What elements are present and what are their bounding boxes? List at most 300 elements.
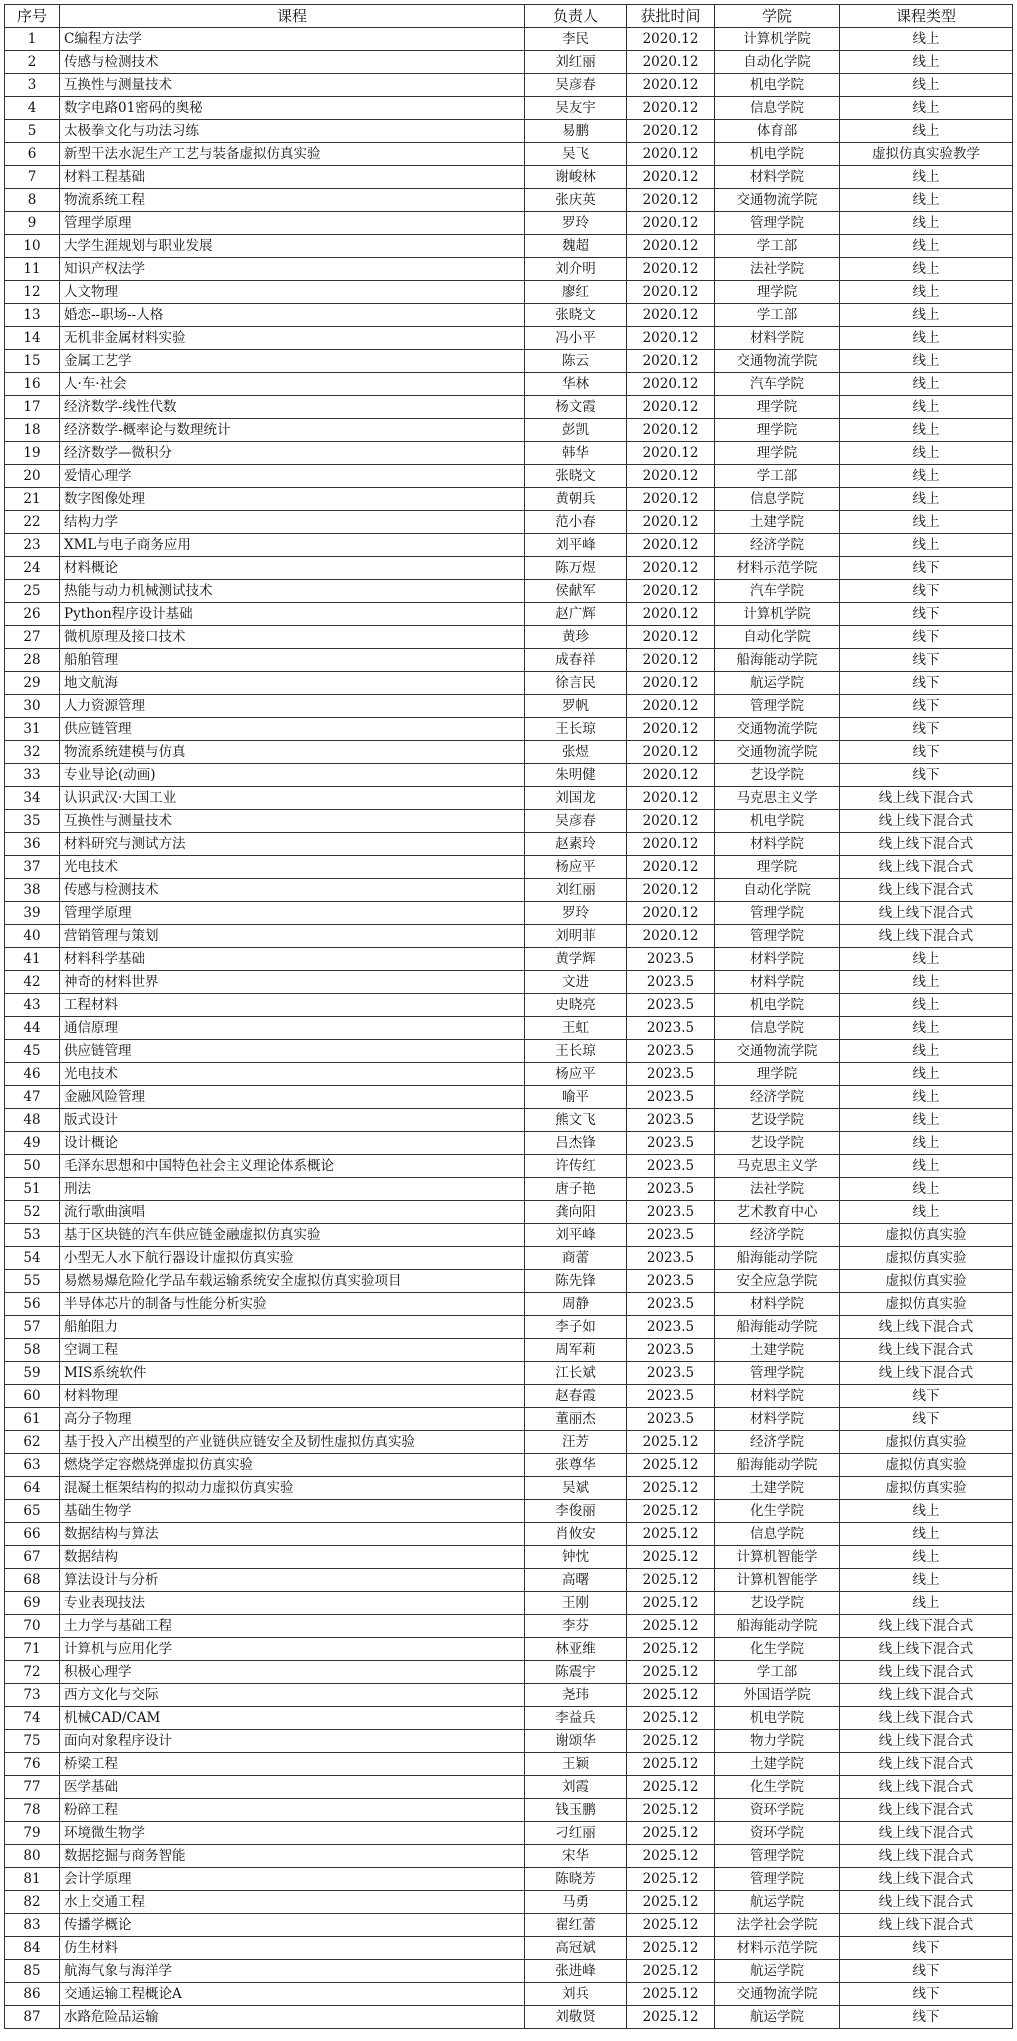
cell-owner: 张尊华 <box>525 1454 627 1477</box>
cell-course: 无机非金属材料实验 <box>60 327 525 350</box>
cell-approval-date: 2023.5 <box>627 1086 715 1109</box>
cell-index: 1 <box>5 28 60 51</box>
cell-college: 材料学院 <box>715 833 840 856</box>
cell-course: 热能与动力机械测试技术 <box>60 580 525 603</box>
cell-college: 化生学院 <box>715 1500 840 1523</box>
table-row <box>5 741 1013 764</box>
table-row <box>5 1063 1013 1086</box>
cell-index: 58 <box>5 1339 60 1362</box>
cell-approval-date: 2020.12 <box>627 557 715 580</box>
cell-course-type: 线上 <box>840 1523 1013 1546</box>
table-row <box>5 925 1013 948</box>
table-row <box>5 1523 1013 1546</box>
cell-approval-date: 2020.12 <box>627 764 715 787</box>
cell-index: 39 <box>5 902 60 925</box>
table-row <box>5 350 1013 373</box>
cell-index: 51 <box>5 1178 60 1201</box>
table-row <box>5 1960 1013 1983</box>
cell-approval-date: 2023.5 <box>627 1339 715 1362</box>
table-row <box>5 166 1013 189</box>
cell-college: 航运学院 <box>715 1891 840 1914</box>
cell-course-type: 线下 <box>840 672 1013 695</box>
cell-course-type: 线上 <box>840 465 1013 488</box>
table-row <box>5 1086 1013 1109</box>
cell-index: 56 <box>5 1293 60 1316</box>
cell-college: 化生学院 <box>715 1638 840 1661</box>
cell-college: 艺设学院 <box>715 1109 840 1132</box>
cell-approval-date: 2020.12 <box>627 189 715 212</box>
cell-owner: 高冠斌 <box>525 1937 627 1960</box>
cell-course: 材料工程基础 <box>60 166 525 189</box>
table-row <box>5 28 1013 51</box>
cell-course: 互换性与测量技术 <box>60 74 525 97</box>
cell-owner: 钟忱 <box>525 1546 627 1569</box>
cell-index: 11 <box>5 258 60 281</box>
cell-course: 管理学原理 <box>60 212 525 235</box>
cell-course: 半导体芯片的制备与性能分析实验 <box>60 1293 525 1316</box>
cell-college: 信息学院 <box>715 1523 840 1546</box>
cell-approval-date: 2025.12 <box>627 1523 715 1546</box>
cell-index: 80 <box>5 1845 60 1868</box>
cell-course-type: 虚拟仿真实验 <box>840 1270 1013 1293</box>
cell-course: 计算机与应用化学 <box>60 1638 525 1661</box>
cell-course-type: 线上 <box>840 166 1013 189</box>
cell-course-type: 虚拟仿真实验教学 <box>840 143 1013 166</box>
cell-course-type: 线上线下混合式 <box>840 833 1013 856</box>
cell-course: 西方文化与交际 <box>60 1684 525 1707</box>
cell-course-type: 线下 <box>840 2006 1013 2029</box>
cell-course: 专业导论(动画) <box>60 764 525 787</box>
cell-approval-date: 2023.5 <box>627 1224 715 1247</box>
cell-owner: 汪芳 <box>525 1431 627 1454</box>
cell-course-type: 线上线下混合式 <box>840 1661 1013 1684</box>
cell-approval-date: 2020.12 <box>627 235 715 258</box>
cell-index: 67 <box>5 1546 60 1569</box>
cell-owner: 刘明菲 <box>525 925 627 948</box>
cell-index: 66 <box>5 1523 60 1546</box>
cell-college: 船海能动学院 <box>715 1316 840 1339</box>
cell-index: 43 <box>5 994 60 1017</box>
table-row <box>5 1316 1013 1339</box>
cell-approval-date: 2025.12 <box>627 1500 715 1523</box>
cell-course: 医学基础 <box>60 1776 525 1799</box>
cell-index: 2 <box>5 51 60 74</box>
cell-college: 经济学院 <box>715 1086 840 1109</box>
cell-index: 38 <box>5 879 60 902</box>
cell-course-type: 线下 <box>840 626 1013 649</box>
cell-course-type: 线上 <box>840 511 1013 534</box>
cell-approval-date: 2025.12 <box>627 1569 715 1592</box>
cell-course: 供应链管理 <box>60 718 525 741</box>
cell-approval-date: 2023.5 <box>627 1109 715 1132</box>
cell-course: 数据结构与算法 <box>60 1523 525 1546</box>
cell-course-type: 线下 <box>840 741 1013 764</box>
cell-index: 17 <box>5 396 60 419</box>
cell-owner: 刘敬贤 <box>525 2006 627 2029</box>
table-row <box>5 304 1013 327</box>
cell-course: 高分子物理 <box>60 1408 525 1431</box>
cell-course-type: 线上 <box>840 235 1013 258</box>
cell-owner: 刘红丽 <box>525 51 627 74</box>
cell-course-type: 线上 <box>840 948 1013 971</box>
cell-college: 体育部 <box>715 120 840 143</box>
cell-owner: 刁红丽 <box>525 1822 627 1845</box>
cell-approval-date: 2023.5 <box>627 1155 715 1178</box>
cell-approval-date: 2025.12 <box>627 1431 715 1454</box>
table-row <box>5 2006 1013 2029</box>
cell-course-type: 线上线下混合式 <box>840 925 1013 948</box>
cell-index: 60 <box>5 1385 60 1408</box>
cell-course-type: 线上 <box>840 1178 1013 1201</box>
cell-owner: 商蕾 <box>525 1247 627 1270</box>
table-row <box>5 465 1013 488</box>
table-row <box>5 1385 1013 1408</box>
cell-approval-date: 2020.12 <box>627 396 715 419</box>
cell-college: 交通物流学院 <box>715 1040 840 1063</box>
cell-index: 49 <box>5 1132 60 1155</box>
cell-course: 物流系统建模与仿真 <box>60 741 525 764</box>
cell-owner: 陈先锋 <box>525 1270 627 1293</box>
cell-course-type: 线上线下混合式 <box>840 902 1013 925</box>
cell-college: 管理学院 <box>715 1845 840 1868</box>
table-row <box>5 212 1013 235</box>
cell-course: 人·车·社会 <box>60 373 525 396</box>
cell-index: 87 <box>5 2006 60 2029</box>
cell-college: 材料学院 <box>715 1408 840 1431</box>
cell-college: 学工部 <box>715 1661 840 1684</box>
cell-index: 14 <box>5 327 60 350</box>
cell-course-type: 线上 <box>840 1592 1013 1615</box>
cell-course-type: 线下 <box>840 1937 1013 1960</box>
cell-owner: 刘红丽 <box>525 879 627 902</box>
table-row <box>5 373 1013 396</box>
cell-college: 航运学院 <box>715 2006 840 2029</box>
table-row <box>5 442 1013 465</box>
cell-course: 材料物理 <box>60 1385 525 1408</box>
cell-course: 新型干法水泥生产工艺与装备虚拟仿真实验 <box>60 143 525 166</box>
cell-course-type: 线上线下混合式 <box>840 1822 1013 1845</box>
cell-approval-date: 2020.12 <box>627 534 715 557</box>
cell-course: 经济数学—微积分 <box>60 442 525 465</box>
cell-approval-date: 2023.5 <box>627 948 715 971</box>
cell-owner: 尧玮 <box>525 1684 627 1707</box>
cell-course: 版式设计 <box>60 1109 525 1132</box>
table-header-row <box>5 5 1013 28</box>
cell-owner: 高曙 <box>525 1569 627 1592</box>
cell-approval-date: 2020.12 <box>627 603 715 626</box>
cell-college: 资环学院 <box>715 1822 840 1845</box>
table-row <box>5 1500 1013 1523</box>
cell-course-type: 线上 <box>840 28 1013 51</box>
cell-approval-date: 2020.12 <box>627 327 715 350</box>
cell-course: 基础生物学 <box>60 1500 525 1523</box>
cell-course-type: 虚拟仿真实验 <box>840 1477 1013 1500</box>
cell-college: 船海能动学院 <box>715 1454 840 1477</box>
cell-course: 传感与检测技术 <box>60 879 525 902</box>
cell-owner: 成春祥 <box>525 649 627 672</box>
cell-owner: 彭凯 <box>525 419 627 442</box>
cell-course-type: 虚拟仿真实验 <box>840 1247 1013 1270</box>
cell-index: 68 <box>5 1569 60 1592</box>
table-row <box>5 1155 1013 1178</box>
cell-course-type: 线上线下混合式 <box>840 1339 1013 1362</box>
cell-course: 婚恋--职场--人格 <box>60 304 525 327</box>
cell-approval-date: 2025.12 <box>627 1937 715 1960</box>
cell-approval-date: 2023.5 <box>627 1385 715 1408</box>
cell-course: XML与电子商务应用 <box>60 534 525 557</box>
cell-course-type: 虚拟仿真实验 <box>840 1454 1013 1477</box>
cell-course-type: 线上 <box>840 1040 1013 1063</box>
cell-index: 55 <box>5 1270 60 1293</box>
cell-approval-date: 2023.5 <box>627 1247 715 1270</box>
cell-course-type: 线上 <box>840 1201 1013 1224</box>
cell-owner: 周军莉 <box>525 1339 627 1362</box>
cell-college: 马克思主义学 <box>715 1155 840 1178</box>
cell-course-type: 线上 <box>840 189 1013 212</box>
cell-owner: 王长琼 <box>525 718 627 741</box>
cell-college: 马克思主义学 <box>715 787 840 810</box>
cell-course: 船舶管理 <box>60 649 525 672</box>
cell-college: 交通物流学院 <box>715 1983 840 2006</box>
cell-course-type: 线上 <box>840 442 1013 465</box>
cell-college: 学工部 <box>715 235 840 258</box>
cell-index: 24 <box>5 557 60 580</box>
cell-college: 经济学院 <box>715 534 840 557</box>
cell-index: 35 <box>5 810 60 833</box>
cell-owner: 吴友宇 <box>525 97 627 120</box>
cell-course: C编程方法学 <box>60 28 525 51</box>
cell-course-type: 线上 <box>840 97 1013 120</box>
cell-college: 管理学院 <box>715 695 840 718</box>
cell-index: 8 <box>5 189 60 212</box>
cell-owner: 范小春 <box>525 511 627 534</box>
cell-course: 小型无人水下航行器设计虚拟仿真实验 <box>60 1247 525 1270</box>
cell-course: 经济数学-线性代数 <box>60 396 525 419</box>
cell-college: 学工部 <box>715 304 840 327</box>
cell-owner: 刘平峰 <box>525 1224 627 1247</box>
cell-course-type: 线上 <box>840 1132 1013 1155</box>
cell-course: 太极拳文化与功法习练 <box>60 120 525 143</box>
cell-approval-date: 2020.12 <box>627 419 715 442</box>
cell-course: 营销管理与策划 <box>60 925 525 948</box>
cell-index: 6 <box>5 143 60 166</box>
table-row <box>5 1914 1013 1937</box>
cell-owner: 罗玲 <box>525 212 627 235</box>
cell-owner: 龚向阳 <box>525 1201 627 1224</box>
table-row <box>5 1408 1013 1431</box>
cell-approval-date: 2020.12 <box>627 580 715 603</box>
cell-course: MIS系统软件 <box>60 1362 525 1385</box>
cell-course: 经济数学-概率论与数理统计 <box>60 419 525 442</box>
cell-course: 积极心理学 <box>60 1661 525 1684</box>
table-row <box>5 695 1013 718</box>
cell-course: 认识武汉·大国工业 <box>60 787 525 810</box>
cell-index: 47 <box>5 1086 60 1109</box>
table-row <box>5 1845 1013 1868</box>
cell-course: 数据挖掘与商务智能 <box>60 1845 525 1868</box>
cell-approval-date: 2020.12 <box>627 672 715 695</box>
table-row <box>5 74 1013 97</box>
table-row <box>5 649 1013 672</box>
cell-index: 20 <box>5 465 60 488</box>
cell-index: 5 <box>5 120 60 143</box>
cell-course-type: 线下 <box>840 1408 1013 1431</box>
cell-course: 粉碎工程 <box>60 1799 525 1822</box>
table-row <box>5 396 1013 419</box>
cell-college: 理学院 <box>715 281 840 304</box>
cell-approval-date: 2023.5 <box>627 1362 715 1385</box>
cell-index: 50 <box>5 1155 60 1178</box>
cell-approval-date: 2020.12 <box>627 120 715 143</box>
table-row <box>5 1431 1013 1454</box>
table-row <box>5 902 1013 925</box>
cell-index: 15 <box>5 350 60 373</box>
cell-course: 传感与检测技术 <box>60 51 525 74</box>
cell-course-type: 线下 <box>840 1385 1013 1408</box>
table-row <box>5 1546 1013 1569</box>
table-row <box>5 948 1013 971</box>
cell-approval-date: 2020.12 <box>627 741 715 764</box>
cell-college: 法社学院 <box>715 1178 840 1201</box>
cell-college: 土建学院 <box>715 1477 840 1500</box>
cell-index: 71 <box>5 1638 60 1661</box>
cell-college: 材料学院 <box>715 948 840 971</box>
cell-index: 23 <box>5 534 60 557</box>
cell-course: 材料概论 <box>60 557 525 580</box>
cell-college: 管理学院 <box>715 1868 840 1891</box>
cell-course-type: 虚拟仿真实验 <box>840 1224 1013 1247</box>
cell-course: 基于区块链的汽车供应链金融虚拟仿真实验 <box>60 1224 525 1247</box>
cell-owner: 冯小平 <box>525 327 627 350</box>
cell-approval-date: 2025.12 <box>627 1891 715 1914</box>
cell-approval-date: 2020.12 <box>627 718 715 741</box>
cell-college: 交通物流学院 <box>715 189 840 212</box>
cell-course-type: 线上线下混合式 <box>840 1914 1013 1937</box>
cell-course: 管理学原理 <box>60 902 525 925</box>
cell-course: 刑法 <box>60 1178 525 1201</box>
cell-approval-date: 2020.12 <box>627 810 715 833</box>
cell-approval-date: 2020.12 <box>627 833 715 856</box>
cell-college: 信息学院 <box>715 97 840 120</box>
cell-approval-date: 2025.12 <box>627 1822 715 1845</box>
table-row <box>5 1661 1013 1684</box>
header-owner: 负责人 <box>525 5 627 28</box>
cell-index: 30 <box>5 695 60 718</box>
cell-college: 理学院 <box>715 396 840 419</box>
cell-course-type: 线上线下混合式 <box>840 1799 1013 1822</box>
cell-course-type: 线上线下混合式 <box>840 1638 1013 1661</box>
cell-course: 船舶阻力 <box>60 1316 525 1339</box>
cell-index: 65 <box>5 1500 60 1523</box>
table-row <box>5 419 1013 442</box>
cell-index: 59 <box>5 1362 60 1385</box>
table-row <box>5 1776 1013 1799</box>
cell-course: Python程序设计基础 <box>60 603 525 626</box>
table-row <box>5 281 1013 304</box>
cell-owner: 赵春霞 <box>525 1385 627 1408</box>
cell-index: 3 <box>5 74 60 97</box>
cell-owner: 吕杰锋 <box>525 1132 627 1155</box>
cell-approval-date: 2020.12 <box>627 902 715 925</box>
cell-approval-date: 2020.12 <box>627 626 715 649</box>
cell-course-type: 线上 <box>840 419 1013 442</box>
cell-course-type: 线上 <box>840 304 1013 327</box>
cell-owner: 杨文霞 <box>525 396 627 419</box>
table-row <box>5 258 1013 281</box>
cell-index: 79 <box>5 1822 60 1845</box>
cell-course: 光电技术 <box>60 856 525 879</box>
cell-college: 艺设学院 <box>715 1592 840 1615</box>
table-row <box>5 534 1013 557</box>
cell-college: 材料学院 <box>715 1293 840 1316</box>
cell-index: 64 <box>5 1477 60 1500</box>
cell-course-type: 线上 <box>840 1063 1013 1086</box>
table-row <box>5 1454 1013 1477</box>
cell-course: 会计学原理 <box>60 1868 525 1891</box>
cell-college: 交通物流学院 <box>715 350 840 373</box>
cell-college: 航运学院 <box>715 672 840 695</box>
cell-index: 41 <box>5 948 60 971</box>
cell-course: 传播学概论 <box>60 1914 525 1937</box>
cell-approval-date: 2020.12 <box>627 879 715 902</box>
cell-course: 仿生材料 <box>60 1937 525 1960</box>
cell-course: 材料研究与测试方法 <box>60 833 525 856</box>
cell-owner: 林亚维 <box>525 1638 627 1661</box>
cell-college: 外国语学院 <box>715 1684 840 1707</box>
cell-index: 32 <box>5 741 60 764</box>
cell-approval-date: 2025.12 <box>627 2006 715 2029</box>
cell-approval-date: 2023.5 <box>627 1063 715 1086</box>
cell-course-type: 线上线下混合式 <box>840 879 1013 902</box>
cell-owner: 侯献军 <box>525 580 627 603</box>
cell-course: 水上交通工程 <box>60 1891 525 1914</box>
cell-owner: 董丽杰 <box>525 1408 627 1431</box>
cell-approval-date: 2023.5 <box>627 1316 715 1339</box>
cell-approval-date: 2020.12 <box>627 51 715 74</box>
cell-course-type: 线上 <box>840 1109 1013 1132</box>
cell-index: 45 <box>5 1040 60 1063</box>
table-row <box>5 1293 1013 1316</box>
cell-approval-date: 2025.12 <box>627 1592 715 1615</box>
cell-college: 理学院 <box>715 856 840 879</box>
cell-owner: 刘平峰 <box>525 534 627 557</box>
cell-college: 土建学院 <box>715 511 840 534</box>
cell-college: 理学院 <box>715 442 840 465</box>
table-row <box>5 1937 1013 1960</box>
table-row <box>5 1040 1013 1063</box>
cell-index: 33 <box>5 764 60 787</box>
cell-course-type: 线上 <box>840 120 1013 143</box>
cell-owner: 谢峻林 <box>525 166 627 189</box>
cell-owner: 王颖 <box>525 1753 627 1776</box>
cell-course-type: 线上 <box>840 1546 1013 1569</box>
cell-owner: 陈震宇 <box>525 1661 627 1684</box>
table-row <box>5 511 1013 534</box>
cell-owner: 黄珍 <box>525 626 627 649</box>
cell-course: 通信原理 <box>60 1017 525 1040</box>
table-row <box>5 1638 1013 1661</box>
cell-owner: 钱玉鹏 <box>525 1799 627 1822</box>
cell-owner: 吴彦春 <box>525 74 627 97</box>
cell-index: 26 <box>5 603 60 626</box>
cell-owner: 廖红 <box>525 281 627 304</box>
cell-college: 化生学院 <box>715 1776 840 1799</box>
cell-index: 86 <box>5 1983 60 2006</box>
cell-course-type: 线上线下混合式 <box>840 1868 1013 1891</box>
cell-index: 25 <box>5 580 60 603</box>
cell-course: 互换性与测量技术 <box>60 810 525 833</box>
cell-course: 水路危险品运输 <box>60 2006 525 2029</box>
